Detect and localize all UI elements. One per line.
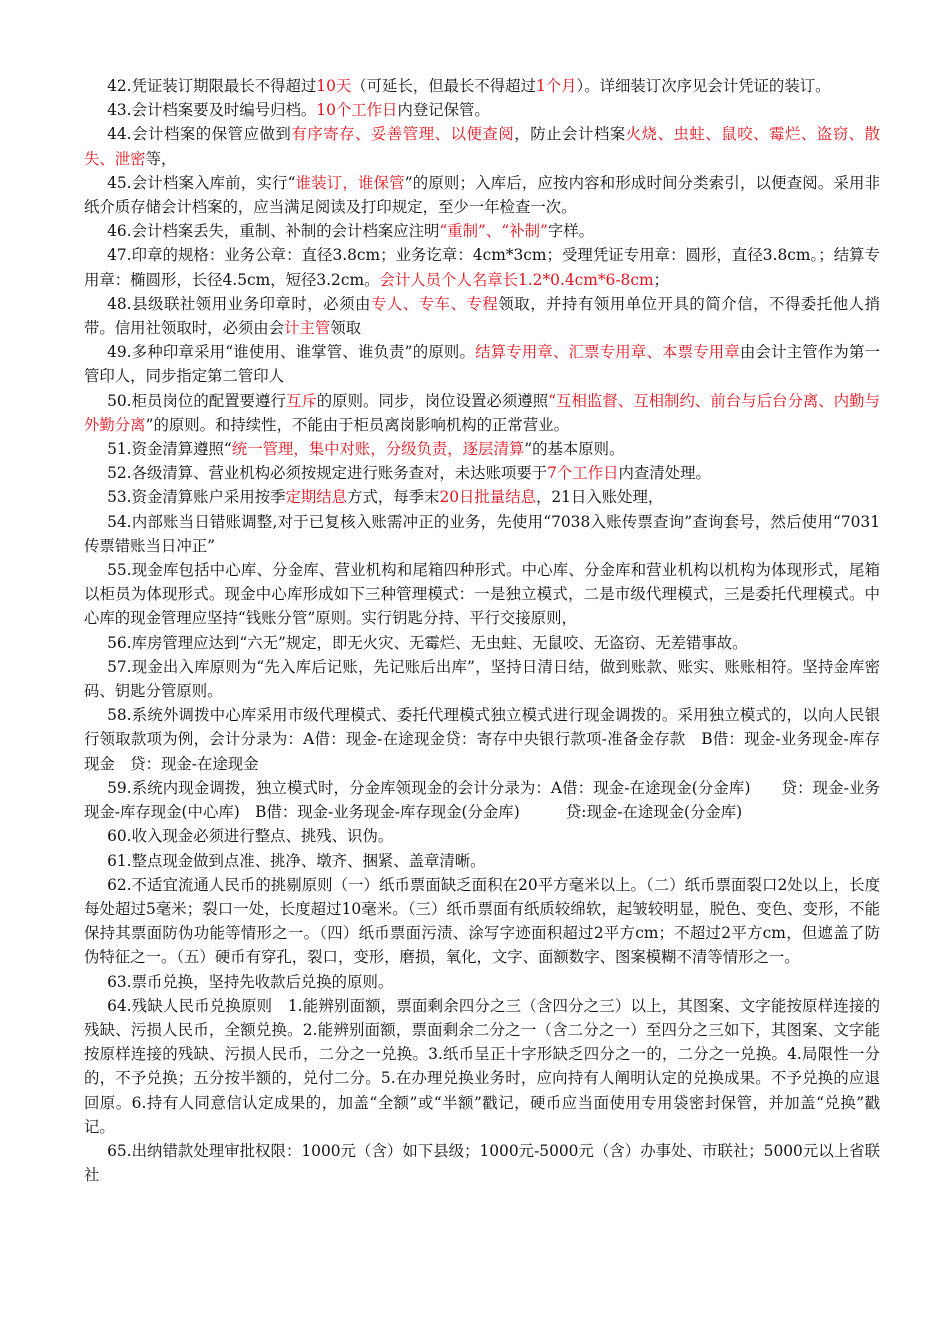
body-text: 资金清算遵照“ [131,440,232,459]
body-text: 系统外调拨中心库采用市级代理模式、委托代理模式独立模式进行现金调拨的。采用独立模式的，以向人民银行领取款项为例，会计分录为：A借：现金-在途现金贷：寄存中央银行款项-准备金存款 B借：现金-业务现金-库存现金 贷：现金-在途现金 [84,706,880,773]
item-number: 61. [107,851,132,870]
body-text: 库房管理应达到“六无”规定，即无火灾、无霉烂、无虫蛀、无鼠咬、无盗窃、无差错事故。 [131,633,748,652]
item-64 [84,994,880,1139]
highlighted-text: 10个工作日 [316,101,398,120]
highlighted-text: “重制”、“补制” [439,222,548,241]
item-50 [84,389,880,437]
document-page [84,74,880,1187]
body-text: ）。详细装订次序见会计凭证的装订。 [576,77,831,95]
body-text: 领取，并持有领用单位开具的简介信，不得委托他人捎带。信用社领取时，必须由会 [84,294,880,338]
body-text: 整点现金做到点准、挑净、墩齐、捆紧、盖章清晰。 [131,851,486,870]
body-text: 残缺人民币兑换原则 1.能辨别面额，票面剩余四分之三（含四分之三）以上，其图案、文字能按原样连接的残缺、污损人民币，全额兑换。2.能辨别面额，票面剩余二分之一（含二分之一）至四分之三如下，其图案、文字能按原样连接的残缺、污损人民币，二分之一兑换。3.纸币呈正十字形缺乏四分之一的，二分之一兑换。4.局限性一分的，不予兑换；五分按半额的，兑付二分。5.在办理兑换业务时，应向持有人阐明认定的兑换成果。不予兑换的应退回原。6.持有人同意信认定成果的，加盖“全额”或“半额”戳记，硬币应当面使用专用袋密封保管，并加盖“兑换”戳记。 [84,996,880,1136]
body-text: 字样。 [547,222,595,241]
item-42 [84,74,880,98]
body-text: 柜员岗位的配置要遵行 [131,391,286,410]
body-text: 方式，每季末 [347,488,440,507]
highlighted-text: 会计人员个人名章长1.2*0.4cm*6-8cm [379,270,654,289]
body-text: 的原则。同步，岗位设置必须遵照 [316,391,549,410]
item-number: 49. [107,343,132,362]
item-number: 65. [107,1141,132,1160]
highlighted-text: 有序寄存、妥善管理、以便查阅 [291,125,515,144]
item-number: 46. [107,222,132,241]
highlighted-text: 10天 [316,77,352,95]
item-46 [84,219,880,243]
item-number: 43. [107,101,132,120]
body-text: （可延长，但最长不得超过 [351,77,536,95]
highlighted-text: 定期结息 [285,488,348,507]
body-text: 会计档案入库前，实行“ [131,173,296,192]
item-number: 48. [107,294,132,313]
item-number: 63. [107,972,132,991]
body-text: ，防止会计档案 [514,125,626,144]
highlighted-text: 谁装订，谁保管 [295,173,405,192]
item-58 [84,703,880,776]
item-number: 52. [107,464,132,483]
item-54 [84,510,880,558]
highlighted-text: “互相监督、互相制约、前台与后台分离、内勤与外勤分离 [84,391,880,434]
body-text: ”的原则；入库后，应按内容和形成时间分类索引，以便查阅。采用非纸介质存储会计档案的，应当满足阅读及打印规定，至少一年检查一次。 [84,173,880,217]
body-text: ； [653,270,669,289]
item-number: 51. [107,440,132,459]
body-text: 凭证装订期限最长不得超过 [131,77,317,95]
body-text: 不适宜流通人民币的挑剔原则（一）纸币票面缺乏面积在20平方毫米以上。（二）纸币票面裂口2处以上，长度每处超过5毫米；裂口一处，长度超过10毫米。（三）纸币票面有纸质较绵软，起皱较明显，脱色、变色、变形，不能保持其票面防伪功能等情形之一。（四）纸币票面污渍、涂写字迹面积超过2平方cm；不超过2平方cm，但遮盖了防伪特征之一。（五）硬币有穿孔，裂口，变形，磨损，氧化，文字、面额数字、图案模糊不清等情形之一。 [84,875,880,967]
item-number: 55. [107,561,132,580]
body-text: 领取 [330,319,362,338]
item-51 [84,437,880,461]
highlighted-text: 1个月 [535,77,577,95]
item-53 [84,485,880,509]
body-text: 内查清处理。 [618,464,711,483]
item-47 [84,243,880,291]
body-text: 出纳错款处理审批权限：1000元（含）如下县级；1000元-5000元（含）办事处、市联社；5000元以上省联社 [84,1141,880,1185]
item-number: 60. [107,827,132,846]
item-61 [84,849,880,873]
item-number: 58. [107,706,132,725]
body-text: 系统内现金调拨，独立模式时，分金库领现金的会计分录为：A借：现金-在途现金(分金库) 贷：现金-业务现金-库存现金(中心库) B借：现金-业务现金-库存现金(分金库) 贷:现金-在途现金(分金库) [84,778,880,822]
item-number: 59. [107,778,132,797]
item-56 [84,631,880,655]
item-number: 64. [107,996,132,1015]
body-text: 收入现金必须进行整点、挑残、识伪。 [131,827,394,846]
item-48 [84,292,880,340]
item-43 [84,98,880,122]
body-text: 各级清算、营业机构必须按规定进行账务查对，未达账项要于 [131,464,548,483]
item-45 [84,171,880,219]
body-text: 现金出入库原则为“先入库后记账，先记账后出库”，坚持日清日结，做到账款、账实、账账相符。坚持金库密码、钥匙分管原则。 [84,657,880,701]
body-text: ，21日入账处理， [535,488,664,507]
item-number: 50. [107,391,132,410]
item-44 [84,122,880,170]
highlighted-text: 20日批量结息 [439,488,536,507]
item-number: 53. [107,488,132,507]
body-text: 资金清算账户采用按季 [131,488,286,507]
highlighted-text: 互斥 [285,391,317,410]
highlighted-text: 结算专用章、汇票专用章、本票专用章 [475,343,740,362]
item-number: 62. [107,875,132,894]
body-text: 县级联社领用业务印章时，必须由 [131,294,371,313]
highlighted-text: 专人、专车、专程 [370,294,499,313]
item-number: 47. [107,246,132,265]
item-63 [84,970,880,994]
item-57 [84,655,880,703]
item-number: 42. [107,77,132,95]
item-52 [84,461,880,485]
highlighted-text: 7个工作日 [547,464,619,483]
item-62 [84,873,880,970]
item-65 [84,1139,880,1187]
body-text: 内登记保管。 [397,101,490,120]
body-text: 票币兑换，坚持先收款后兑换的原则。 [131,972,394,991]
body-text: 内部账当日错账调整,对于已复核入账需冲正的业务，先使用“7038入账传票查询”查询套号，然后使用“7031传票错账当日冲正” [84,512,880,555]
item-49 [84,340,880,388]
item-60 [84,824,880,848]
item-number: 56. [107,633,132,652]
body-text: 会计档案要及时编号归档。 [131,101,317,120]
item-55 [84,558,880,631]
highlighted-text: 计主管 [284,319,331,338]
body-text: 多种印章采用“谁使用、谁掌管、谁负责”的原则。 [131,343,476,362]
body-text: ”的基本原则。 [524,440,625,459]
item-number: 57. [107,657,132,676]
highlighted-text: 统一管理，集中对账，分级负责，逐层清算 [231,440,525,459]
body-text: 印章的规格：业务公章：直径3.8cm；业务讫章：4cm*3cm；受理凭证专用章：圆形，直径3.8cm。；结算专用章：椭圆形，长径4.5cm，短径3.2cm。 [84,246,880,289]
body-text: 现金库包括中心库、分金库、营业机构和尾箱四种形式。中心库、分金库和营业机构以机构为体现形式，尾箱以柜员为体现形式。现金中心库形成如下三种管理模式：一是独立模式，二是市级代理模式，三是委托代理模式。中心库的现金管理应坚持“钱账分管”原则。实行钥匙分持、平行交接原则， [84,561,880,628]
body-text: ”的原则。和持续性，不能由于柜员离岗影响机构的正常营业。 [145,415,569,434]
highlighted-text: 火烧、虫蛀、鼠咬、霉烂、盗窃、散失、泄密 [84,125,880,168]
body-text: 由会计主管作为第一管印人，同步指定第二管印人 [84,343,880,386]
body-text: 会计档案的保管应做到 [131,125,292,144]
item-number: 54. [107,512,132,531]
item-number: 45. [107,173,132,192]
body-text: 会计档案丢失，重制、补制的会计档案应注明 [131,222,440,241]
body-text: 等， [145,149,177,168]
item-number: 44. [107,125,132,144]
item-59 [84,776,880,824]
